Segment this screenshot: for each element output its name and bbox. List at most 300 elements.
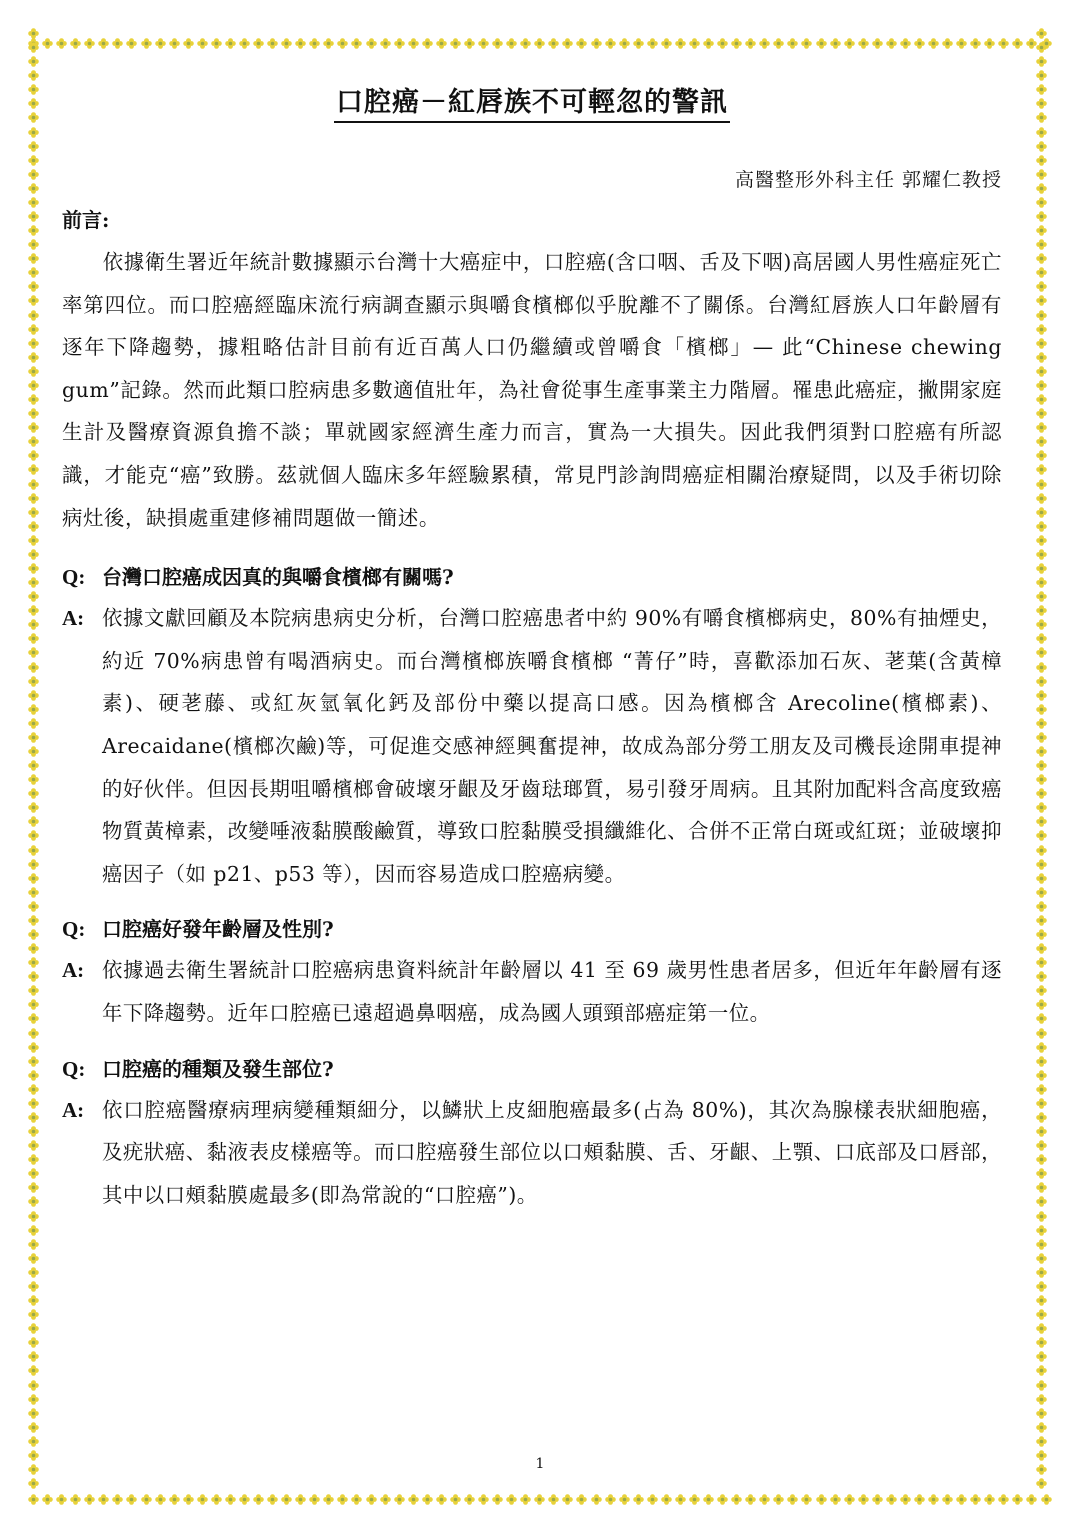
flower-icon (1036, 422, 1047, 433)
flower-icon (1036, 535, 1047, 546)
flower-icon (366, 38, 377, 49)
flower-icon (562, 38, 573, 49)
flower-icon (112, 1494, 123, 1505)
flower-icon (576, 1494, 587, 1505)
flower-icon (28, 1422, 39, 1433)
flower-icon (745, 38, 756, 49)
flower-icon (28, 450, 39, 461)
flower-icon (900, 1494, 911, 1505)
flower-icon (225, 38, 236, 49)
flower-icon (1036, 802, 1047, 813)
flower-icon (436, 38, 447, 49)
flower-icon (1036, 690, 1047, 701)
flower-icon (28, 28, 39, 39)
flower-icon (28, 42, 39, 53)
flower-icon (1036, 985, 1047, 996)
flower-icon (28, 155, 39, 166)
flower-icon (28, 422, 39, 433)
answer-block (62, 1089, 1002, 1217)
flower-icon (1036, 155, 1047, 166)
flower-icon (492, 38, 503, 49)
flower-icon (1036, 647, 1047, 658)
answer-block (62, 597, 1002, 895)
flower-icon (28, 943, 39, 954)
flower-icon (408, 1494, 419, 1505)
question-prefix: Q: (62, 1056, 86, 1081)
qa-item-2 (62, 909, 1002, 1034)
flower-icon (464, 38, 475, 49)
flower-icon (1036, 619, 1047, 630)
flower-icon (1036, 845, 1047, 856)
flower-icon (1036, 718, 1047, 729)
flower-icon (1036, 70, 1047, 81)
flower-icon (28, 788, 39, 799)
flower-icon (1036, 816, 1047, 827)
flower-icon (408, 38, 419, 49)
flower-icon (1036, 239, 1047, 250)
flower-icon (28, 746, 39, 757)
flower-icon (28, 70, 39, 81)
flower-icon (155, 38, 166, 49)
flower-icon (520, 38, 531, 49)
flower-icon (28, 1070, 39, 1081)
flower-icon (28, 662, 39, 673)
flower-icon (1036, 1239, 1047, 1250)
flower-icon (1036, 1126, 1047, 1137)
flower-icon (183, 38, 194, 49)
question-text: 口腔癌好發年齡層及性別? (102, 917, 334, 942)
flower-icon (1036, 887, 1047, 898)
flower-icon (942, 38, 953, 49)
flower-icon (267, 1494, 278, 1505)
flower-icon (295, 1494, 306, 1505)
qa-item-3 (62, 1049, 1002, 1217)
flower-icon (576, 38, 587, 49)
flower-icon (1036, 676, 1047, 687)
flower-icon (703, 1494, 714, 1505)
flower-icon (1036, 999, 1047, 1010)
flower-icon (1036, 774, 1047, 785)
document-title: 口腔癌－紅唇族不可輕忽的警訊 (334, 80, 730, 123)
flower-icon (1036, 1042, 1047, 1053)
flower-icon (1036, 549, 1047, 560)
flower-icon (1036, 42, 1047, 53)
flower-icon (1036, 1337, 1047, 1348)
flower-icon (351, 1494, 362, 1505)
flower-icon (1036, 253, 1047, 264)
flower-icon (211, 38, 222, 49)
flower-icon (28, 1323, 39, 1334)
flower-icon (506, 1494, 517, 1505)
flower-icon (478, 1494, 489, 1505)
flower-icon (1036, 295, 1047, 306)
flower-icon (28, 1394, 39, 1405)
flower-icon (844, 38, 855, 49)
flower-icon (1036, 1380, 1047, 1391)
flower-icon (1036, 183, 1047, 194)
flower-icon (661, 38, 672, 49)
flower-icon (28, 1351, 39, 1362)
answer-prefix: A: (62, 958, 85, 983)
flower-icon (28, 324, 39, 335)
flower-icon (281, 38, 292, 49)
flower-icon (1026, 1494, 1037, 1505)
flower-icon (1036, 1028, 1047, 1039)
flower-icon (1036, 1070, 1047, 1081)
flower-icon (1012, 1494, 1023, 1505)
flower-icon (1036, 1267, 1047, 1278)
flower-icon (380, 38, 391, 49)
flower-icon (1036, 1013, 1047, 1024)
flower-icon (844, 1494, 855, 1505)
page-border-right (1036, 28, 1050, 1490)
flower-icon (816, 1494, 827, 1505)
flower-icon (422, 38, 433, 49)
question-line (62, 557, 1002, 597)
flower-icon (28, 1281, 39, 1292)
flower-icon (28, 84, 39, 95)
flower-icon (773, 38, 784, 49)
flower-icon (647, 38, 658, 49)
flower-icon (28, 141, 39, 152)
flower-icon (28, 577, 39, 588)
flower-icon (1036, 1295, 1047, 1306)
flower-icon (183, 1494, 194, 1505)
answer-prefix: A: (62, 1097, 85, 1122)
answer-prefix: A: (62, 606, 85, 631)
flower-icon (1036, 1154, 1047, 1165)
flower-icon (830, 1494, 841, 1505)
flower-icon (1036, 1225, 1047, 1236)
flower-icon (28, 281, 39, 292)
flower-icon (1036, 310, 1047, 321)
question-prefix: Q: (62, 917, 86, 942)
flower-icon (506, 38, 517, 49)
flower-icon (1036, 591, 1047, 602)
flower-icon (1036, 1436, 1047, 1447)
flower-icon (28, 183, 39, 194)
flower-icon (225, 1494, 236, 1505)
flower-icon (28, 1408, 39, 1419)
flower-icon (28, 1182, 39, 1193)
flower-icon (28, 1380, 39, 1391)
flower-icon (830, 38, 841, 49)
flower-icon (42, 1494, 53, 1505)
flower-icon (619, 38, 630, 49)
flower-icon (98, 38, 109, 49)
flower-icon (731, 1494, 742, 1505)
flower-icon (394, 38, 405, 49)
flower-icon (169, 38, 180, 49)
qa-item-1 (62, 557, 1002, 895)
flower-icon (28, 169, 39, 180)
flower-icon (1036, 352, 1047, 363)
flower-icon (351, 38, 362, 49)
flower-icon (309, 38, 320, 49)
flower-icon (28, 915, 39, 926)
flower-icon (1036, 732, 1047, 743)
flower-icon (84, 1494, 95, 1505)
flower-icon (1036, 1365, 1047, 1376)
flower-icon (1036, 704, 1047, 715)
flower-icon (520, 1494, 531, 1505)
intro-label: 前言: (62, 208, 110, 232)
flower-icon (141, 38, 152, 49)
flower-icon (56, 38, 67, 49)
answer-block (62, 949, 1002, 1034)
flower-icon (28, 676, 39, 687)
flower-icon (28, 1154, 39, 1165)
flower-icon (759, 38, 770, 49)
flower-icon (323, 1494, 334, 1505)
flower-icon (28, 859, 39, 870)
flower-icon (28, 549, 39, 560)
flower-icon (436, 1494, 447, 1505)
flower-icon (1036, 1408, 1047, 1419)
flower-icon (1036, 746, 1047, 757)
flower-icon (872, 38, 883, 49)
flower-icon (295, 38, 306, 49)
flower-icon (28, 760, 39, 771)
flower-icon (1036, 56, 1047, 67)
question-text: 口腔癌的種類及發生部位? (102, 1056, 334, 1081)
flower-icon (633, 1494, 644, 1505)
flower-icon (28, 845, 39, 856)
flower-icon (28, 1295, 39, 1306)
flower-icon (1036, 830, 1047, 841)
flower-icon (126, 1494, 137, 1505)
flower-icon (689, 1494, 700, 1505)
flower-icon (689, 38, 700, 49)
flower-icon (787, 1494, 798, 1505)
flower-icon (1036, 1182, 1047, 1193)
flower-icon (1036, 84, 1047, 95)
flower-icon (1036, 141, 1047, 152)
flower-icon (28, 1239, 39, 1250)
flower-icon (28, 394, 39, 405)
flower-icon (675, 1494, 686, 1505)
flower-icon (394, 1494, 405, 1505)
flower-icon (801, 1494, 812, 1505)
flower-icon (1036, 563, 1047, 574)
flower-icon (1036, 225, 1047, 236)
flower-icon (28, 1267, 39, 1278)
flower-icon (1036, 1056, 1047, 1067)
flower-icon (886, 38, 897, 49)
flower-icon (28, 957, 39, 968)
flower-icon (1036, 1211, 1047, 1222)
flower-icon (28, 521, 39, 532)
flower-icon (450, 1494, 461, 1505)
flower-icon (337, 38, 348, 49)
flower-icon (28, 408, 39, 419)
flower-icon (28, 873, 39, 884)
flower-icon (28, 253, 39, 264)
flower-icon (28, 197, 39, 208)
flower-icon (28, 1196, 39, 1207)
flower-icon (787, 38, 798, 49)
flower-icon (591, 1494, 602, 1505)
flower-icon (28, 493, 39, 504)
flower-icon (28, 1084, 39, 1095)
flower-icon (984, 1494, 995, 1505)
flower-icon (1036, 760, 1047, 771)
flower-icon (1036, 211, 1047, 222)
flower-icon (28, 633, 39, 644)
flower-icon (1036, 1098, 1047, 1109)
flower-icon (28, 1013, 39, 1024)
flower-icon (900, 38, 911, 49)
flower-icon (1036, 915, 1047, 926)
flower-icon (28, 338, 39, 349)
flower-icon (1036, 1351, 1047, 1362)
flower-icon (28, 1140, 39, 1151)
flower-icon (858, 38, 869, 49)
intro-paragraph: 依據衛生署近年統計數據顯示台灣十大癌症中，口腔癌(含口咽、舌及下咽)高居國人男性癌症死亡率第四位。而口腔癌經臨床流行病調查顯示與嚼食檳榔似乎脫離不了關係。台灣紅唇族人口年齡層有逐年下降趨勢，據粗略估計目前有近百萬人口仍繼續或曾嚼食「檳榔」— 此“Chinese chewing gum”記錄。然而此類口腔病患多數適值壯年，為社會從事生產事業主力階層。罹患此癌症，撇開家庭生計及醫療資源負擔不談；單就國家經濟生產力而言，實為一大損失。因此我們須對口腔癌有所認識，才能克“癌”致勝。茲就個人臨床多年經驗累積，常見門診詢問癌症相關治療疑問，以及手術切除病灶後，缺損處重建修補問題做一簡述。 (62, 250, 1002, 530)
flower-icon (422, 1494, 433, 1505)
flower-icon (28, 295, 39, 306)
flower-icon (816, 38, 827, 49)
flower-icon (28, 1478, 39, 1489)
flower-icon (1036, 464, 1047, 475)
flower-icon (112, 38, 123, 49)
flower-icon (28, 802, 39, 813)
flower-icon (1036, 197, 1047, 208)
flower-icon (1036, 408, 1047, 419)
flower-icon (70, 38, 81, 49)
flower-icon (1036, 507, 1047, 518)
flower-icon (548, 38, 559, 49)
flower-icon (1036, 1084, 1047, 1095)
flower-icon (28, 310, 39, 321)
flower-icon (984, 38, 995, 49)
flower-icon (28, 591, 39, 602)
flower-icon (281, 1494, 292, 1505)
flower-icon (28, 704, 39, 715)
flower-icon (98, 1494, 109, 1505)
flower-icon (1036, 1323, 1047, 1334)
flower-icon (1036, 873, 1047, 884)
flower-icon (1036, 394, 1047, 405)
flower-icon (1036, 1196, 1047, 1207)
flower-icon (914, 38, 925, 49)
question-line (62, 909, 1002, 949)
flower-icon (28, 774, 39, 785)
flower-icon (197, 1494, 208, 1505)
answer-text: 依口腔癌醫療病理病變種類細分，以鱗狀上皮細胞癌最多(占為 80%)，其次為腺樣表狀細胞癌，及疣狀癌、黏液表皮樣癌等。而口腔癌發生部位以口頰黏膜、舌、牙齦、上顎、口底部及口唇部，其中以口頰黏膜處最多(即為常說的“口腔癌”)。 (102, 1097, 1002, 1207)
flower-icon (28, 929, 39, 940)
flower-icon (1036, 1281, 1047, 1292)
flower-icon (928, 1494, 939, 1505)
flower-icon (745, 1494, 756, 1505)
flower-icon (633, 38, 644, 49)
page-number: 1 (535, 1456, 545, 1472)
page-border-left (28, 28, 42, 1490)
flower-icon (464, 1494, 475, 1505)
flower-icon (28, 507, 39, 518)
flower-icon (998, 38, 1009, 49)
flower-icon (1036, 324, 1047, 335)
flower-icon (253, 1494, 264, 1505)
flower-icon (1036, 1112, 1047, 1123)
flower-icon (28, 535, 39, 546)
flower-icon (28, 211, 39, 222)
question-text: 台灣口腔癌成因真的與嚼食檳榔有關嗎? (102, 565, 454, 590)
flower-icon (28, 1494, 39, 1505)
flower-icon (801, 38, 812, 49)
flower-icon (28, 1112, 39, 1123)
flower-icon (126, 38, 137, 49)
flower-icon (759, 1494, 770, 1505)
flower-icon (1036, 957, 1047, 968)
flower-icon (380, 1494, 391, 1505)
flower-icon (42, 38, 53, 49)
flower-icon (562, 1494, 573, 1505)
flower-icon (28, 816, 39, 827)
flower-icon (1036, 450, 1047, 461)
flower-icon (1012, 38, 1023, 49)
flower-icon (28, 479, 39, 490)
flower-icon (28, 971, 39, 982)
flower-icon (84, 38, 95, 49)
flower-icon (1036, 493, 1047, 504)
flower-icon (253, 38, 264, 49)
flower-icon (1036, 1253, 1047, 1264)
flower-icon (28, 1042, 39, 1053)
flower-icon (970, 1494, 981, 1505)
flower-icon (1036, 577, 1047, 588)
answer-text: 依據過去衛生署統計口腔癌病患資料統計年齡層以 41 至 69 歲男性患者居多，但近年年齡層有逐年下降趨勢。近年口腔癌已遠超過鼻咽癌，成為國人頭頸部癌症第一位。 (102, 958, 1002, 1025)
flower-icon (1036, 479, 1047, 490)
flower-icon (717, 38, 728, 49)
flower-icon (1036, 1394, 1047, 1405)
flower-icon (28, 112, 39, 123)
flower-icon (28, 98, 39, 109)
flower-icon (337, 1494, 348, 1505)
flower-icon (28, 1309, 39, 1320)
flower-icon (1036, 929, 1047, 940)
document-page (62, 80, 1002, 1230)
flower-icon (661, 1494, 672, 1505)
flower-icon (28, 619, 39, 630)
flower-icon (1036, 662, 1047, 673)
flower-icon (675, 38, 686, 49)
flower-icon (1036, 127, 1047, 138)
flower-icon (28, 1098, 39, 1109)
flower-icon (998, 1494, 1009, 1505)
flower-icon (309, 1494, 320, 1505)
flower-icon (323, 38, 334, 49)
flower-icon (605, 38, 616, 49)
flower-icon (28, 239, 39, 250)
question-prefix: Q: (62, 565, 86, 590)
flower-icon (28, 267, 39, 278)
flower-icon (1036, 788, 1047, 799)
flower-icon (591, 38, 602, 49)
flower-icon (619, 1494, 630, 1505)
flower-icon (773, 1494, 784, 1505)
flower-icon (70, 1494, 81, 1505)
flower-icon (28, 1337, 39, 1348)
flower-icon (28, 1253, 39, 1264)
flower-icon (197, 38, 208, 49)
flower-icon (970, 38, 981, 49)
flower-icon (28, 436, 39, 447)
flower-icon (366, 1494, 377, 1505)
flower-icon (492, 1494, 503, 1505)
flower-icon (1036, 28, 1047, 39)
flower-icon (169, 1494, 180, 1505)
